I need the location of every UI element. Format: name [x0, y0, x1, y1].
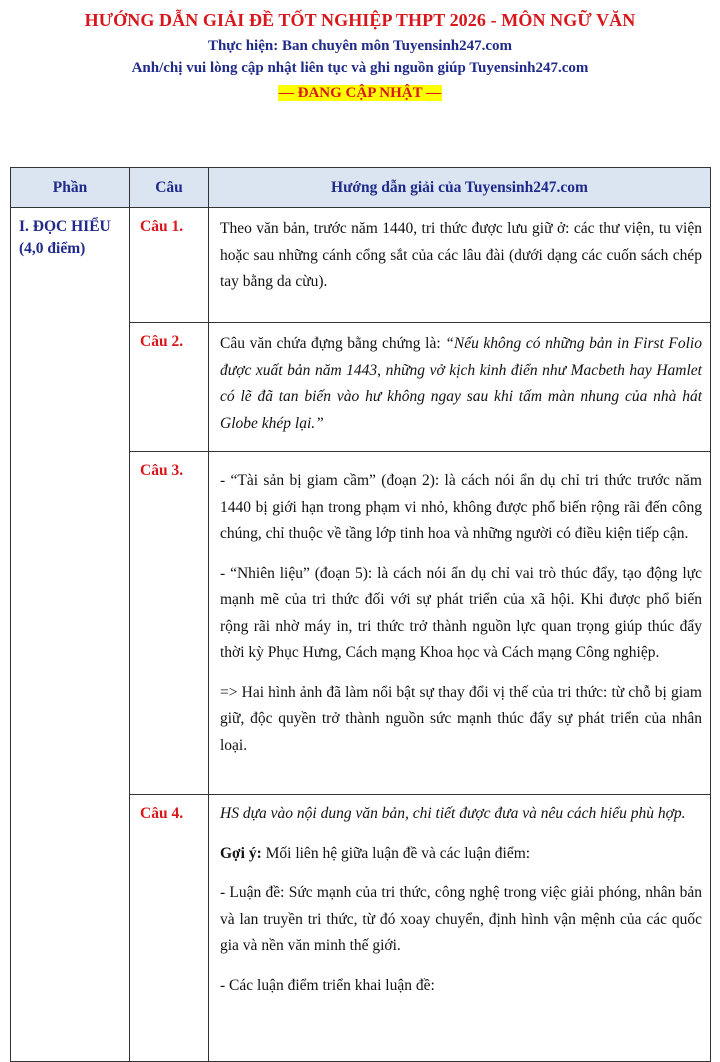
updating-banner — [0, 84, 720, 102]
answer-paragraph: => Hai hình ảnh đã làm nổi bật sự thay đổi vị thế của tri thức: từ chỗ bị giam giữ, độc quyền trở thành nguồn sức mạnh thúc đẩy sự phát triển của nhân loại. — [220, 683, 702, 754]
answer-paragraph: - “Tài sản bị giam cầm” (đoạn 2): là cách nói ẩn dụ chỉ tri thức trước năm 1440 bị giới hạn trong phạm vi nhỏ, không được phổ biến rộng rãi đến công chúng, chỉ thuộc về tầng lớp tinh hoa và những người có điều kiện tiếp cận. — [220, 472, 702, 542]
answer-paragraph: - Các luận điểm triển khai luận đề: — [220, 976, 435, 994]
header-phan: Phần — [11, 168, 130, 208]
header-cau: Câu — [130, 168, 209, 208]
source-note: Anh/chị vui lòng cập nhật liên tục và ghi nguồn giúp Tuyensinh247.com — [131, 60, 589, 76]
updating-highlight: — ĐANG CẬP NHẬT — — [278, 85, 442, 101]
answer-paragraph — [220, 841, 702, 868]
question-label: Câu 2. — [130, 323, 209, 452]
section-points: (4,0 điểm) — [19, 240, 86, 257]
author-line: Thực hiện: Ban chuyên môn Tuyensinh247.com — [207, 38, 513, 54]
hint-label: Gợi ý: — [220, 844, 262, 862]
answer-cell — [209, 323, 711, 452]
answer-quote: “Nếu không có những bản in First Folio được xuất bản năm 1443, những vở kịch kinh điển như Macbeth hay Hamlet có lẽ đã tan biến vào hư không ngay sau khi tấm màn nhung của nhà hát Globe khép lại.” — [220, 335, 702, 432]
table-row — [11, 208, 711, 323]
answer-paragraph: - Luận đề: Sức mạnh của tri thức, công nghệ trong việc giải phóng, nhân bản và lan truyền tri thức, từ đó xoay chuyển, định hình vận mệnh của các quốc gia và nền văn minh thế giới. — [220, 884, 702, 954]
answer-prefix: Câu văn chứa đựng bằng chứng là: — [220, 335, 446, 352]
answer-instruction: HS dựa vào nội dung văn bản, chi tiết được đưa và nêu cách hiểu phù hợp. — [220, 805, 686, 822]
answer-paragraph — [220, 331, 702, 437]
table-header-row — [11, 168, 711, 208]
answer-table — [10, 167, 711, 1062]
section-name: I. ĐỌC HIỂU — [19, 218, 111, 235]
answer-cell — [209, 208, 711, 323]
question-label: Câu 1. — [130, 208, 209, 323]
question-label: Câu 3. — [130, 452, 209, 795]
header-huong-dan: Hướng dẫn giải của Tuyensinh247.com — [209, 168, 711, 208]
answer-cell — [209, 452, 711, 795]
hint-text: Mối liên hệ giữa luận đề và các luận điểm: — [261, 844, 531, 862]
document-title: HƯỚNG DẪN GIẢI ĐỀ TỐT NGHIỆP THPT 2026 - MÔN NGỮ VĂN — [84, 10, 636, 30]
section-cell — [11, 208, 130, 1062]
answer-paragraph: Theo văn bản, trước năm 1440, tri thức được lưu giữ ở: các thư viện, tu viện hoặc sau những cánh cổng sắt của các lâu đài (dưới dạng các cuốn sách chép tay bằng da cừu). — [220, 220, 702, 290]
question-label: Câu 4. — [130, 795, 209, 1062]
answer-paragraph: - “Nhiên liệu” (đoạn 5): là cách nói ẩn dụ chỉ vai trò thúc đẩy, tạo động lực mạnh mẽ của tri thức đối với sự phát triển của xã hội. Khi được phổ biến rộng rãi nhờ máy in, tri thức trở thành nguồn lực quan trọng giúp thúc đẩy thời kỳ Phục Hưng, Cách mạng Khoa học và Cách mạng Công nghiệp. — [220, 564, 702, 661]
answer-cell — [209, 795, 711, 1062]
